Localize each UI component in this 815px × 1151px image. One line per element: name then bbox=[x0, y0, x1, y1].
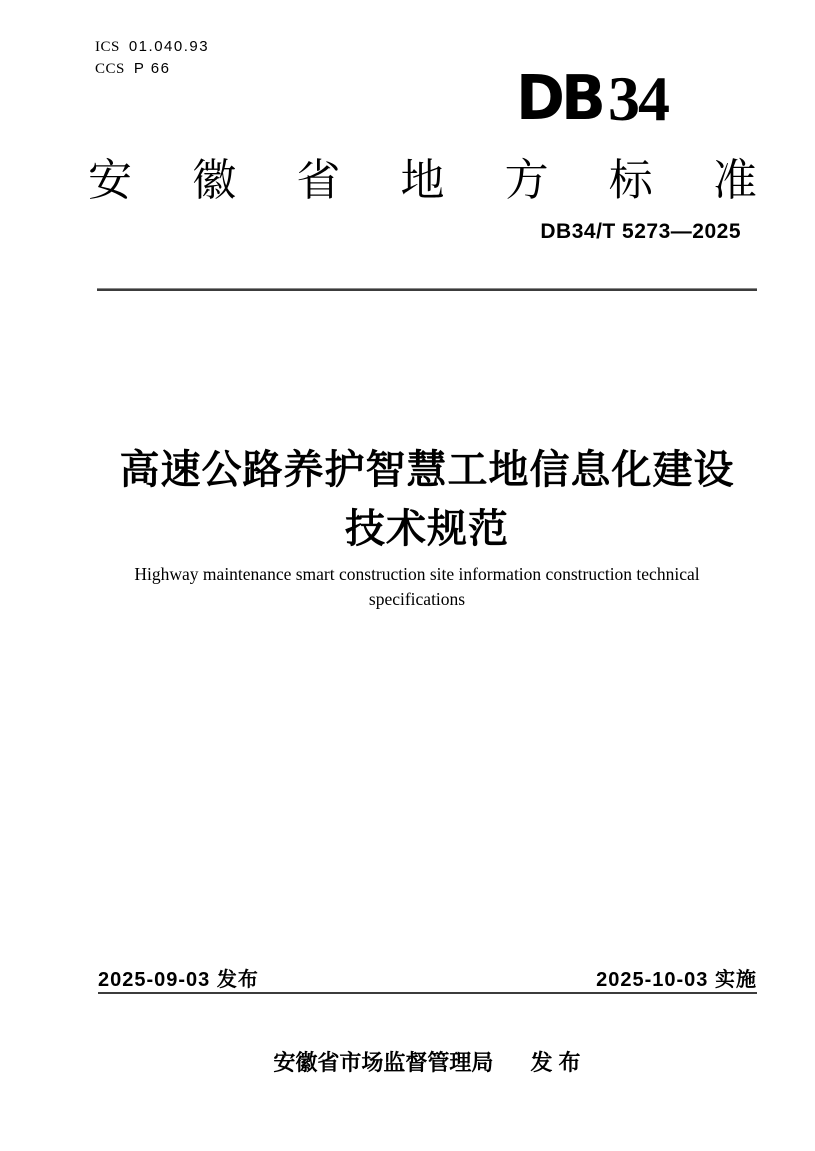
publisher-line bbox=[97, 1046, 757, 1077]
ics-label: ICS bbox=[95, 39, 120, 55]
standard-name-char: 徽 bbox=[192, 156, 237, 205]
ccs-code bbox=[95, 58, 209, 80]
header-rule bbox=[97, 288, 757, 291]
db34-logo bbox=[516, 61, 668, 134]
title-line-2: 技术规范 bbox=[345, 507, 509, 551]
english-title bbox=[87, 562, 747, 612]
standard-name-char: 安 bbox=[88, 156, 132, 205]
dates-row bbox=[98, 963, 757, 992]
english-title-line-2: specifications bbox=[368, 589, 466, 609]
publish-label: 发 布 bbox=[530, 1050, 581, 1075]
standard-name-char: 地 bbox=[400, 156, 445, 205]
publisher-name: 安徽省市场监督管理局 bbox=[273, 1050, 494, 1075]
doc-number: DB34/T 5273—2025 bbox=[540, 220, 741, 243]
standard-name-char: 方 bbox=[504, 156, 549, 205]
standard-name-row bbox=[88, 156, 757, 206]
footer-rule bbox=[98, 992, 757, 994]
page-title bbox=[97, 441, 757, 559]
title-line-1: 高速公路养护智慧工地信息化建设 bbox=[119, 448, 735, 492]
ccs-label: CCS bbox=[95, 61, 125, 77]
ics-value: 01.040.93 bbox=[128, 38, 210, 55]
implement-date: 2025-10-03 实施 bbox=[596, 969, 757, 991]
classification-codes bbox=[95, 36, 209, 80]
db34-logo-number: 34 bbox=[607, 63, 668, 134]
standard-name-char: 准 bbox=[712, 156, 757, 205]
db34-logo-db: DB bbox=[516, 61, 602, 134]
ccs-value: P 66 bbox=[133, 60, 171, 77]
issue-date: 2025-09-03 发布 bbox=[98, 969, 259, 991]
english-title-line-1: Highway maintenance smart construction site information construction technical bbox=[134, 564, 700, 584]
standard-name-char: 省 bbox=[296, 156, 341, 205]
ics-code bbox=[95, 36, 209, 58]
standard-name-char: 标 bbox=[608, 156, 653, 205]
